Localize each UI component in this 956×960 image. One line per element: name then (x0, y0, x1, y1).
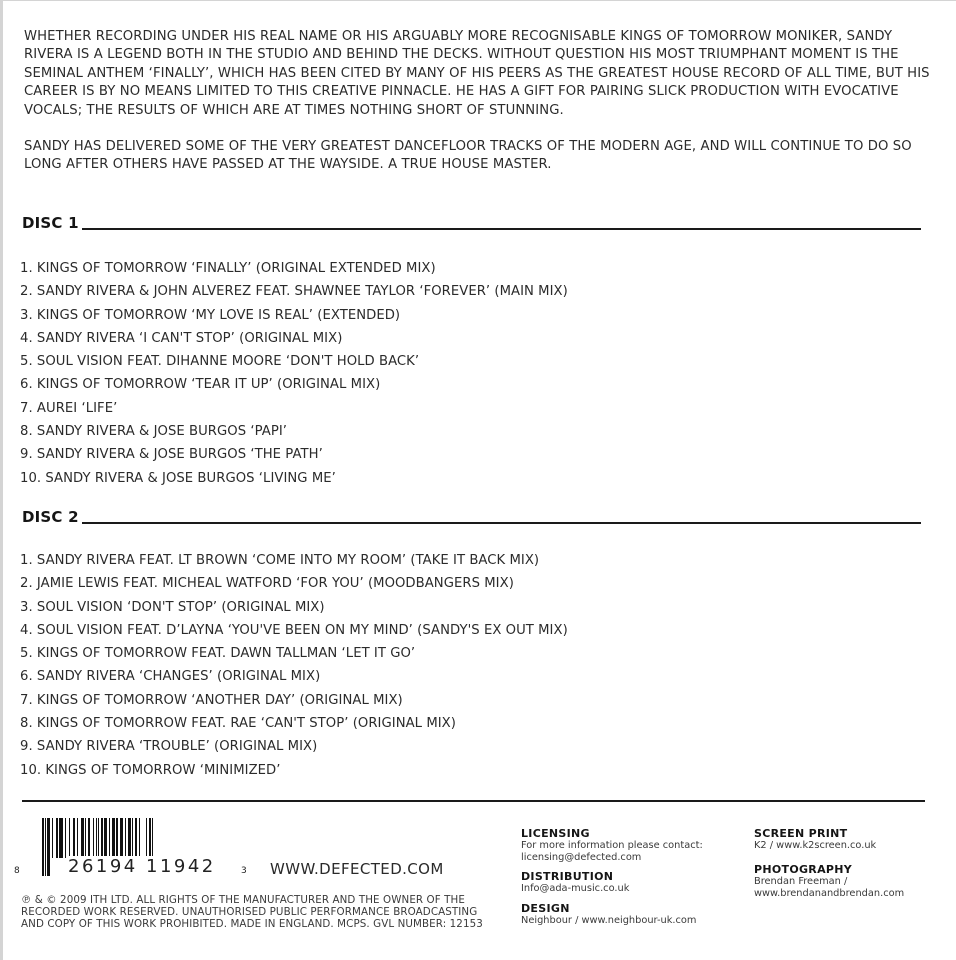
credit-design-label: DESIGN (521, 902, 570, 915)
track-item: 2. SANDY RIVERA & JOHN ALVEREZ FEAT. SHAWNEE TAYLOR ‘FOREVER’ (MAIN MIX) (20, 284, 568, 300)
credit-licensing-line-1: For more information please contact: (521, 840, 703, 851)
disc-1-header (22, 214, 921, 232)
credit-distribution-line-1: Info@ada-music.co.uk (521, 883, 630, 894)
disc-1-title: DISC 1 (22, 214, 79, 232)
credit-photography-line-1: Brendan Freeman / (754, 876, 848, 887)
scan-border-left (0, 0, 3, 960)
credit-screen-print-label: SCREEN PRINT (754, 827, 848, 840)
credit-design (521, 902, 696, 927)
track-item: 6. KINGS OF TOMORROW ‘TEAR IT UP’ (ORIGINAL MIX) (20, 377, 381, 393)
track-item: 7. AUREI ‘LIFE’ (20, 400, 118, 416)
credit-photography-label: PHOTOGRAPHY (754, 863, 853, 876)
credit-licensing-line-2: licensing@defected.com (521, 851, 642, 863)
track-item: 5. KINGS OF TOMORROW FEAT. DAWN TALLMAN ‘LET IT GO’ (20, 646, 416, 662)
track-item: 10. SANDY RIVERA & JOSE BURGOS ‘LIVING ME’ (20, 470, 336, 486)
disc-1-tracklist (20, 257, 568, 490)
track-item: 2. JAMIE LEWIS FEAT. MICHEAL WATFORD ‘FOR YOU’ (MOODBANGERS MIX) (20, 576, 514, 592)
track-item: 5. SOUL VISION FEAT. DIHANNE MOORE ‘DON'T HOLD BACK’ (20, 354, 420, 370)
credit-photography-line-2: www.brendanandbrendan.com (754, 887, 905, 899)
barcode-group-1: 26194 (68, 856, 138, 877)
track-item: 9. SANDY RIVERA ‘TROUBLE’ (ORIGINAL MIX) (20, 739, 318, 755)
track-item: 7. KINGS OF TOMORROW ‘ANOTHER DAY’ (ORIGINAL MIX) (20, 692, 403, 708)
credit-licensing-label: LICENSING (521, 827, 590, 840)
credit-distribution-label: DISTRIBUTION (521, 870, 614, 883)
credit-distribution (521, 870, 629, 895)
disc-2-tracklist (20, 549, 568, 782)
barcode (14, 818, 253, 880)
track-item: 4. SOUL VISION FEAT. D’LAYNA ‘YOU'VE BEEN ON MY MIND’ (SANDY'S EX OUT MIX) (20, 622, 568, 638)
track-item: 4. SANDY RIVERA ‘I CAN'T STOP’ (ORIGINAL MIX) (20, 330, 343, 346)
track-item: 1. SANDY RIVERA FEAT. LT BROWN ‘COME INTO MY ROOM’ (TAKE IT BACK MIX) (20, 553, 540, 568)
credit-screen-print (754, 827, 876, 852)
disc-2-header (22, 508, 921, 526)
disc-2-title: DISC 2 (22, 508, 79, 526)
disc-2-rule (82, 522, 921, 524)
track-item: 9. SANDY RIVERA & JOSE BURGOS ‘THE PATH’ (20, 447, 323, 463)
track-item: 3. KINGS OF TOMORROW ‘MY LOVE IS REAL’ (EXTENDED) (20, 307, 401, 323)
track-item: 6. SANDY RIVERA ‘CHANGES’ (ORIGINAL MIX) (20, 669, 321, 685)
credit-photography (754, 863, 904, 899)
bio-paragraph-1: WHETHER RECORDING UNDER HIS REAL NAME OR HIS ARGUABLY MORE RECOGNISABLE KINGS OF TOMORROW MONIKER, SANDY RIVERA IS A LEGEND BOTH IN THE STUDIO AND BEHIND THE DECKS. WITHOUT QUESTION HIS MOST TRIUMPHANT MOMENT IS THE SEMINAL ANTHEM ‘FINALLY’, WHICH HAS BEEN CITED BY MANY OF HIS PEERS AS THE GREATEST HOUSE RECORD OF ALL TIME, BUT HIS CAREER IS BY NO MEANS LIMITED TO THIS CREATIVE PINNACLE. HE HAS A GIFT FOR PAIRING SLICK PRODUCTION WITH EVOCATIVE VOCALS; THE RESULTS OF WHICH ARE AT TIMES NOTHING SHORT OF STUNNING. (24, 29, 930, 118)
credit-screen-print-line-1: K2 / www.k2screen.co.uk (754, 840, 877, 851)
barcode-lead-digit: 8 (14, 866, 20, 876)
scan-border-top (0, 0, 956, 1)
disc-1-rule (82, 228, 921, 230)
legal-notice: ℗ & © 2009 ITH LTD. ALL RIGHTS OF THE MANUFACTURER AND THE OWNER OF THE RECORDED WORK RESERVED. UNAUTHORISED PUBLIC PERFORMANCE BROADCASTING AND COPY OF THIS WORK PROHIBITED. MADE IN ENGLAND. MCPS. GVL NUMBER: 12153 (21, 894, 483, 930)
track-item: 3. SOUL VISION ‘DON'T STOP’ (ORIGINAL MIX) (20, 599, 325, 615)
bio-paragraph-2: SANDY HAS DELIVERED SOME OF THE VERY GREATEST DANCEFLOOR TRACKS OF THE MODERN AGE, AND WILL CONTINUE TO DO SO LONG AFTER OTHERS HAVE PASSED AT THE WAYSIDE. A TRUE HOUSE MASTER. (24, 139, 912, 173)
credit-licensing (521, 827, 703, 863)
barcode-group-2: 11942 (146, 856, 216, 877)
barcode-check-digit: 3 (241, 866, 247, 876)
track-item: 8. KINGS OF TOMORROW FEAT. RAE ‘CAN'T STOP’ (ORIGINAL MIX) (20, 716, 456, 732)
artist-biography (24, 28, 944, 193)
footer-rule (22, 800, 925, 802)
track-item: 1. KINGS OF TOMORROW ‘FINALLY’ (ORIGINAL EXTENDED MIX) (20, 261, 436, 276)
track-item: 8. SANDY RIVERA & JOSE BURGOS ‘PAPI’ (20, 424, 288, 440)
track-item: 10. KINGS OF TOMORROW ‘MINIMIZED’ (20, 762, 281, 778)
credit-design-line-1: Neighbour / www.neighbour-uk.com (521, 915, 697, 926)
label-website: WWW.DEFECTED.COM (270, 860, 444, 878)
